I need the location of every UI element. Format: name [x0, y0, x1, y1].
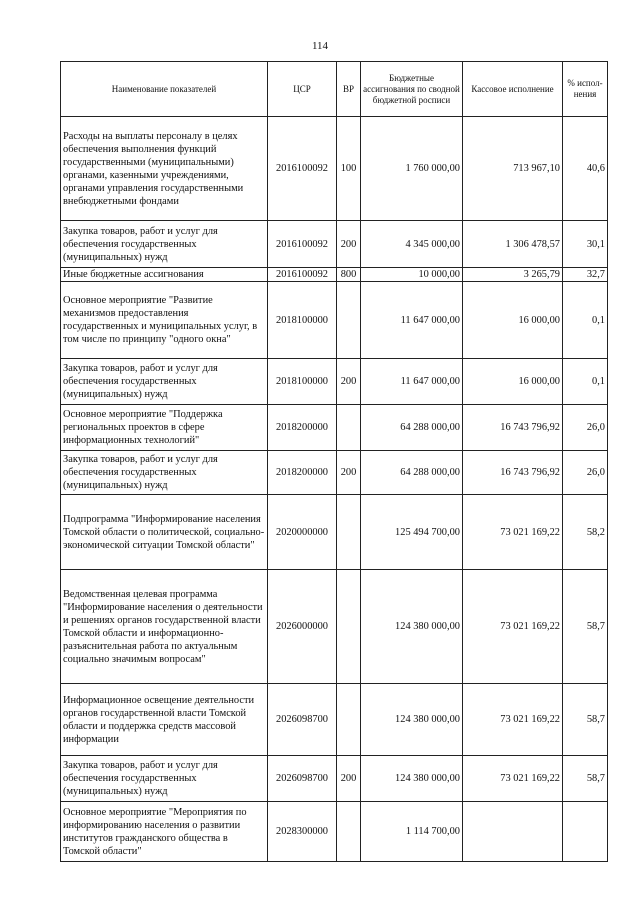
row-vr	[337, 802, 361, 862]
row-csr: 2018200000	[268, 405, 337, 451]
row-vr: 200	[337, 359, 361, 405]
row-pct: 32,7	[563, 268, 608, 282]
row-kass: 3 265,79	[463, 268, 563, 282]
header-kass: Кассовое исполнение	[463, 62, 563, 117]
header-vr: ВР	[337, 62, 361, 117]
row-pct: 58,7	[563, 756, 608, 802]
table-row	[61, 802, 608, 862]
table-row	[61, 268, 608, 282]
row-kass: 16 743 796,92	[463, 405, 563, 451]
row-kass: 73 021 169,22	[463, 570, 563, 684]
table-row	[61, 451, 608, 495]
row-kass: 1 306 478,57	[463, 221, 563, 268]
row-kass: 713 967,10	[463, 117, 563, 221]
row-name: Расходы на выплаты персоналу в целях обеспечения выполнения функций государственными (муниципальными) органами, казенными учреждениями, органами управления государственными внебюджетными фондами	[61, 117, 268, 221]
row-budget: 4 345 000,00	[361, 221, 463, 268]
row-budget: 1 114 700,00	[361, 802, 463, 862]
budget-execution-table	[60, 61, 608, 862]
row-pct: 58,7	[563, 684, 608, 756]
row-pct	[563, 802, 608, 862]
table-row	[61, 495, 608, 570]
row-pct: 0,1	[563, 282, 608, 359]
row-budget: 64 288 000,00	[361, 405, 463, 451]
row-vr: 800	[337, 268, 361, 282]
row-pct: 58,7	[563, 570, 608, 684]
row-name: Закупка товаров, работ и услуг для обеспечения государственных (муниципальных) нужд	[61, 221, 268, 268]
row-pct: 26,0	[563, 405, 608, 451]
row-pct: 30,1	[563, 221, 608, 268]
row-budget: 125 494 700,00	[361, 495, 463, 570]
row-name: Основное мероприятие "Развитие механизмов предоставления государственных и муниципальных услуг, в том числе по принципу "одного окна"	[61, 282, 268, 359]
table-row	[61, 405, 608, 451]
row-budget: 124 380 000,00	[361, 756, 463, 802]
row-name: Иные бюджетные ассигнования	[61, 268, 268, 282]
row-name: Информационное освещение деятельности органов государственной власти Томской области и поддержка средств массовой информации	[61, 684, 268, 756]
row-csr: 2026098700	[268, 684, 337, 756]
row-vr	[337, 282, 361, 359]
row-vr	[337, 570, 361, 684]
row-name: Закупка товаров, работ и услуг для обеспечения государственных (муниципальных) нужд	[61, 359, 268, 405]
row-csr: 2018200000	[268, 451, 337, 495]
table-row	[61, 359, 608, 405]
row-kass: 73 021 169,22	[463, 684, 563, 756]
row-kass: 73 021 169,22	[463, 756, 563, 802]
row-csr: 2016100092	[268, 117, 337, 221]
row-vr: 200	[337, 451, 361, 495]
row-csr: 2020000000	[268, 495, 337, 570]
row-budget: 64 288 000,00	[361, 451, 463, 495]
row-kass: 16 743 796,92	[463, 451, 563, 495]
row-kass: 16 000,00	[463, 359, 563, 405]
table-row	[61, 282, 608, 359]
header-csr: ЦСР	[268, 62, 337, 117]
row-kass: 16 000,00	[463, 282, 563, 359]
row-pct: 0,1	[563, 359, 608, 405]
table-row	[61, 684, 608, 756]
row-kass	[463, 802, 563, 862]
table-header-row	[61, 62, 608, 117]
row-vr: 200	[337, 756, 361, 802]
row-pct: 58,2	[563, 495, 608, 570]
row-csr: 2018100000	[268, 359, 337, 405]
table-row	[61, 221, 608, 268]
row-name: Основное мероприятие "Поддержка региональных проектов в сфере информационных технологий"	[61, 405, 268, 451]
header-budget: Бюджетные ассигнования по сводной бюджетной росписи	[361, 62, 463, 117]
row-csr: 2018100000	[268, 282, 337, 359]
row-csr: 2016100092	[268, 221, 337, 268]
row-pct: 26,0	[563, 451, 608, 495]
table-row	[61, 756, 608, 802]
row-name: Основное мероприятие "Мероприятия по информированию населения о развитии институтов гражданского общества в Томской области"	[61, 802, 268, 862]
row-pct: 40,6	[563, 117, 608, 221]
row-csr: 2026098700	[268, 756, 337, 802]
row-kass: 73 021 169,22	[463, 495, 563, 570]
row-vr	[337, 684, 361, 756]
table-row	[61, 570, 608, 684]
row-budget: 11 647 000,00	[361, 282, 463, 359]
row-vr	[337, 405, 361, 451]
header-name: Наименование показателей	[61, 62, 268, 117]
row-csr: 2016100092	[268, 268, 337, 282]
row-name: Подпрограмма "Информирование населения Томской области о политической, социально-экономической ситуации Томской области"	[61, 495, 268, 570]
row-budget: 11 647 000,00	[361, 359, 463, 405]
row-vr	[337, 495, 361, 570]
table-row	[61, 117, 608, 221]
row-budget: 10 000,00	[361, 268, 463, 282]
row-budget: 1 760 000,00	[361, 117, 463, 221]
row-vr: 100	[337, 117, 361, 221]
row-vr: 200	[337, 221, 361, 268]
row-name: Ведомственная целевая программа "Информирование населения о деятельности и решениях органов государственной власти Томской области и информационно-разъяснительная работа по актуальным социально значимым вопросам"	[61, 570, 268, 684]
row-csr: 2028300000	[268, 802, 337, 862]
row-name: Закупка товаров, работ и услуг для обеспечения государственных (муниципальных) нужд	[61, 451, 268, 495]
row-budget: 124 380 000,00	[361, 570, 463, 684]
row-budget: 124 380 000,00	[361, 684, 463, 756]
page-number: 114	[311, 40, 329, 52]
row-name: Закупка товаров, работ и услуг для обеспечения государственных (муниципальных) нужд	[61, 756, 268, 802]
row-csr: 2026000000	[268, 570, 337, 684]
header-pct: % испол-нения	[563, 62, 608, 117]
